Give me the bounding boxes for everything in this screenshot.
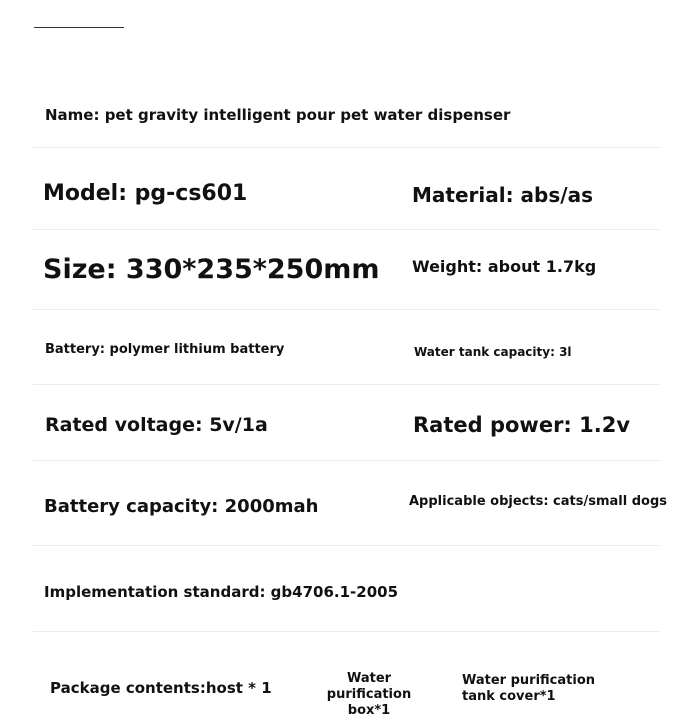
spec-rated-power: Rated power: 1.2v — [413, 413, 631, 437]
spec-weight: Weight: about 1.7kg — [412, 257, 597, 276]
spec-tank-cover: Water purification tank cover*1 — [462, 673, 596, 704]
spec-model: Model: pg-cs601 — [43, 181, 248, 206]
spec-size: Size: 330*235*250mm — [43, 254, 380, 285]
spec-battery: Battery: polymer lithium battery — [45, 342, 285, 357]
spec-purification-box: Water purification box*1 — [326, 671, 412, 718]
spec-tank-capacity: Water tank capacity: 3l — [414, 345, 572, 359]
row-divider — [33, 147, 660, 148]
row-divider — [33, 309, 660, 310]
spec-rated-voltage: Rated voltage: 5v/1a — [45, 414, 268, 436]
spec-implementation-standard: Implementation standard: gb4706.1-2005 — [44, 583, 399, 601]
spec-battery-capacity: Battery capacity: 2000mah — [44, 496, 319, 517]
row-divider — [33, 545, 660, 546]
spec-applicable-objects: Applicable objects: cats/small dogs — [409, 494, 668, 509]
row-divider — [33, 384, 660, 385]
spec-material: Material: abs/as — [412, 183, 593, 207]
spec-package-contents: Package contents:host * 1 — [50, 679, 272, 697]
row-divider — [33, 460, 660, 461]
row-divider — [33, 631, 660, 632]
spec-name: Name: pet gravity intelligent pour pet water dispenser — [45, 106, 511, 124]
top-decorative-rule — [34, 27, 124, 28]
row-divider — [33, 229, 660, 230]
